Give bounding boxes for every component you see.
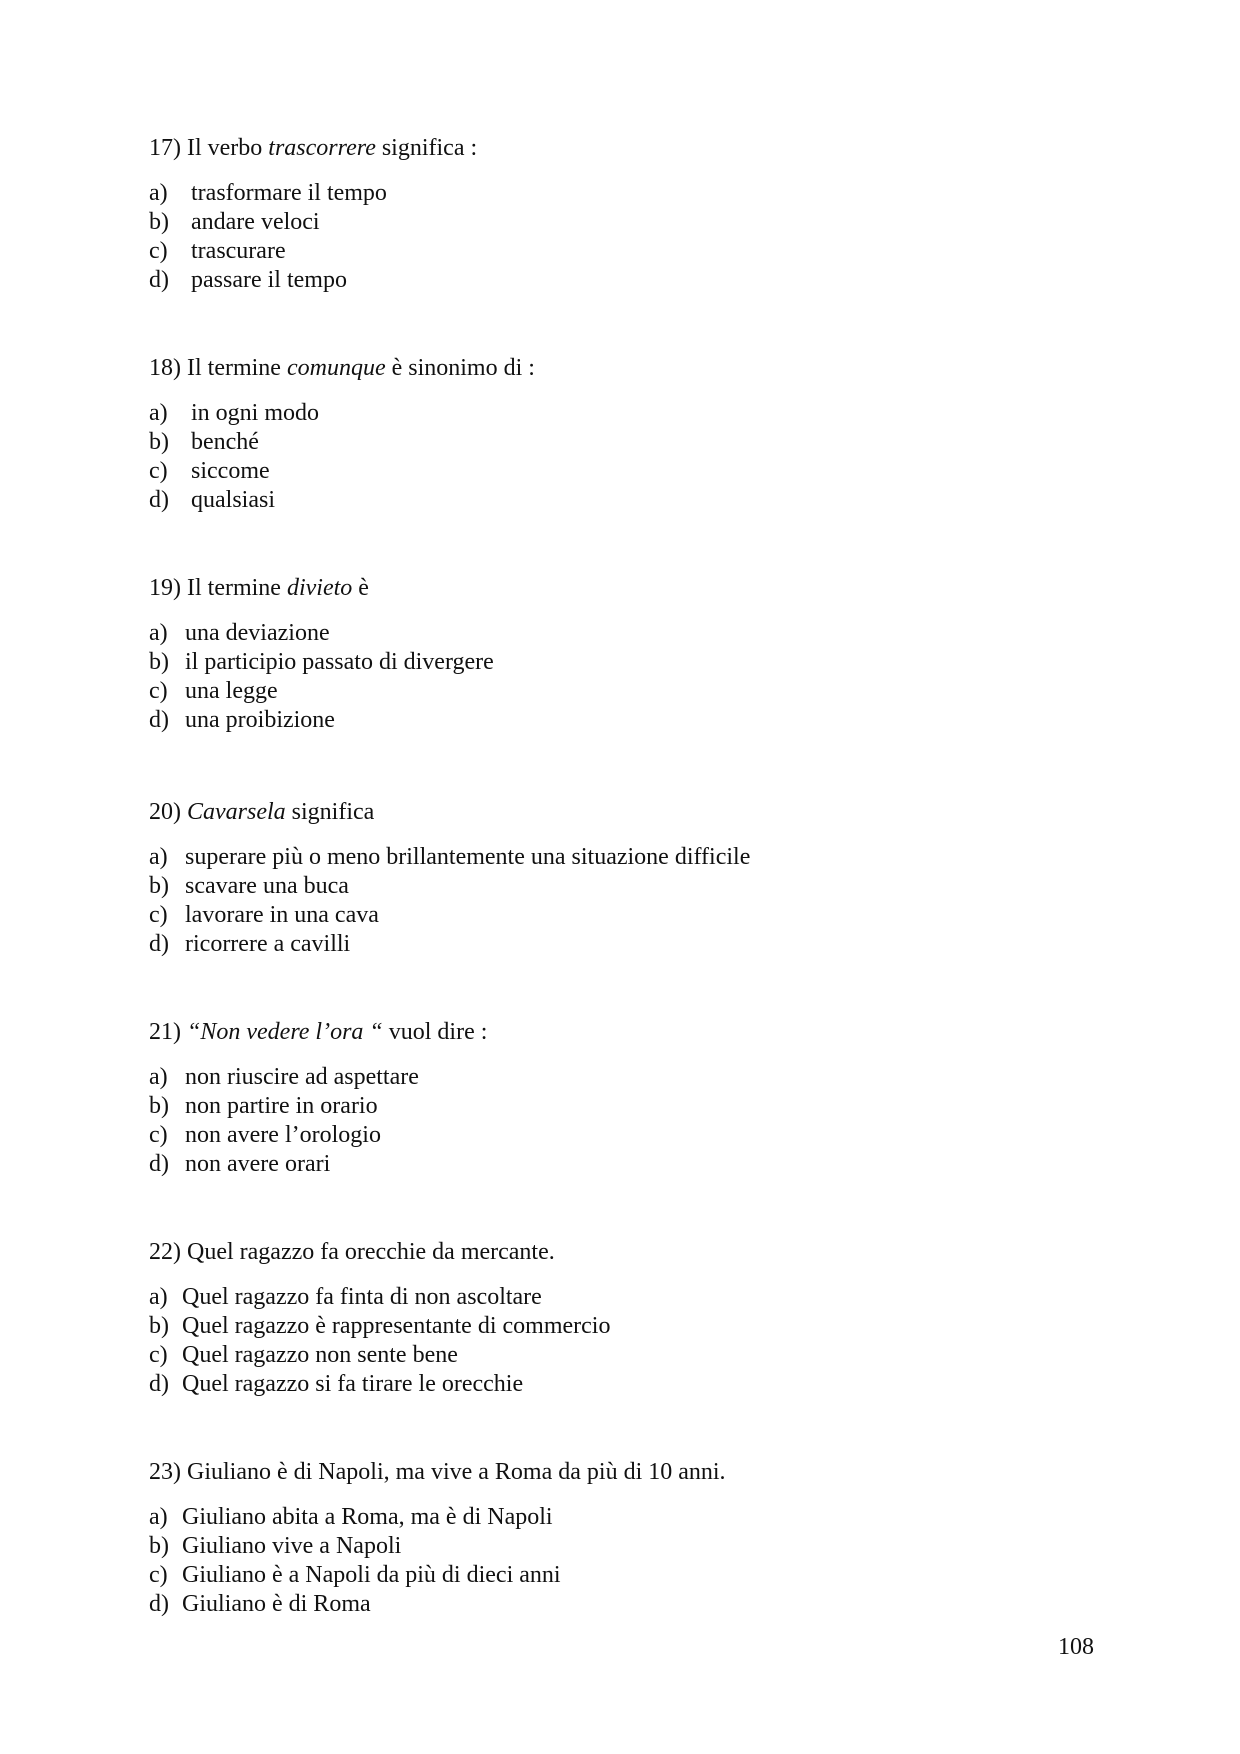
question-21 [149, 1018, 1149, 1179]
option-a: a) superare più o meno brillantemente una situazione difficile [149, 844, 751, 870]
option-b: b) il participio passato di divergere [149, 649, 494, 675]
options-list [149, 1063, 1149, 1179]
question-title: 20) Cavarsela significa [149, 799, 375, 825]
option-a: a) in ogni modo [149, 400, 320, 426]
option-c: c) Giuliano è a Napoli da più di dieci anni [149, 1562, 561, 1588]
option-d: d) ricorrere a cavilli [149, 931, 351, 957]
options-list [149, 399, 1149, 515]
question-title: 22) Quel ragazzo fa orecchie da mercante. [149, 1239, 555, 1265]
question-title: 17) Il verbo trascorrere significa : [149, 135, 478, 161]
option-b: b) Quel ragazzo è rappresentante di commercio [149, 1313, 611, 1339]
option-a: a) una deviazione [149, 620, 330, 646]
options-list [149, 1283, 1149, 1399]
option-c: c) Quel ragazzo non sente bene [149, 1342, 458, 1368]
option-d: d) una proibizione [149, 707, 335, 733]
question-18 [149, 354, 1149, 515]
question-22 [149, 1238, 1149, 1399]
option-a: a) non riuscire ad aspettare [149, 1064, 419, 1090]
option-d: d) passare il tempo [149, 267, 347, 293]
question-19 [149, 574, 1149, 735]
option-a: a) trasformare il tempo [149, 180, 387, 206]
options-list [149, 1503, 1149, 1619]
option-b: b) scavare una buca [149, 873, 349, 899]
option-c: c) siccome [149, 458, 270, 484]
option-d: d) Quel ragazzo si fa tirare le orecchie [149, 1371, 524, 1397]
option-c: c) trascurare [149, 238, 286, 264]
option-c: c) una legge [149, 678, 278, 704]
question-20 [149, 798, 1149, 959]
question-title: 23) Giuliano è di Napoli, ma vive a Roma da più di 10 anni. [149, 1459, 726, 1485]
question-title: 21) “Non vedere l’ora “ vuol dire : [149, 1019, 488, 1045]
page-number: 108 [1058, 1634, 1094, 1660]
option-d: d) Giuliano è di Roma [149, 1591, 371, 1617]
option-d: d) non avere orari [149, 1151, 331, 1177]
option-a: a) Quel ragazzo fa finta di non ascoltare [149, 1284, 542, 1310]
option-d: d) qualsiasi [149, 487, 275, 513]
question-23 [149, 1458, 1149, 1619]
question-title: 18) Il termine comunque è sinonimo di : [149, 355, 535, 381]
options-list [149, 179, 1149, 295]
question-17 [149, 134, 1149, 295]
option-c: c) non avere l’orologio [149, 1122, 381, 1148]
option-b: b) andare veloci [149, 209, 320, 235]
option-a: a) Giuliano abita a Roma, ma è di Napoli [149, 1504, 553, 1530]
option-b: b) non partire in orario [149, 1093, 378, 1119]
option-b: b) benché [149, 429, 259, 455]
option-c: c) lavorare in una cava [149, 902, 379, 928]
question-title: 19) Il termine divieto è [149, 575, 369, 601]
options-list [149, 843, 1149, 959]
option-b: b) Giuliano vive a Napoli [149, 1533, 402, 1559]
options-list [149, 619, 1149, 735]
